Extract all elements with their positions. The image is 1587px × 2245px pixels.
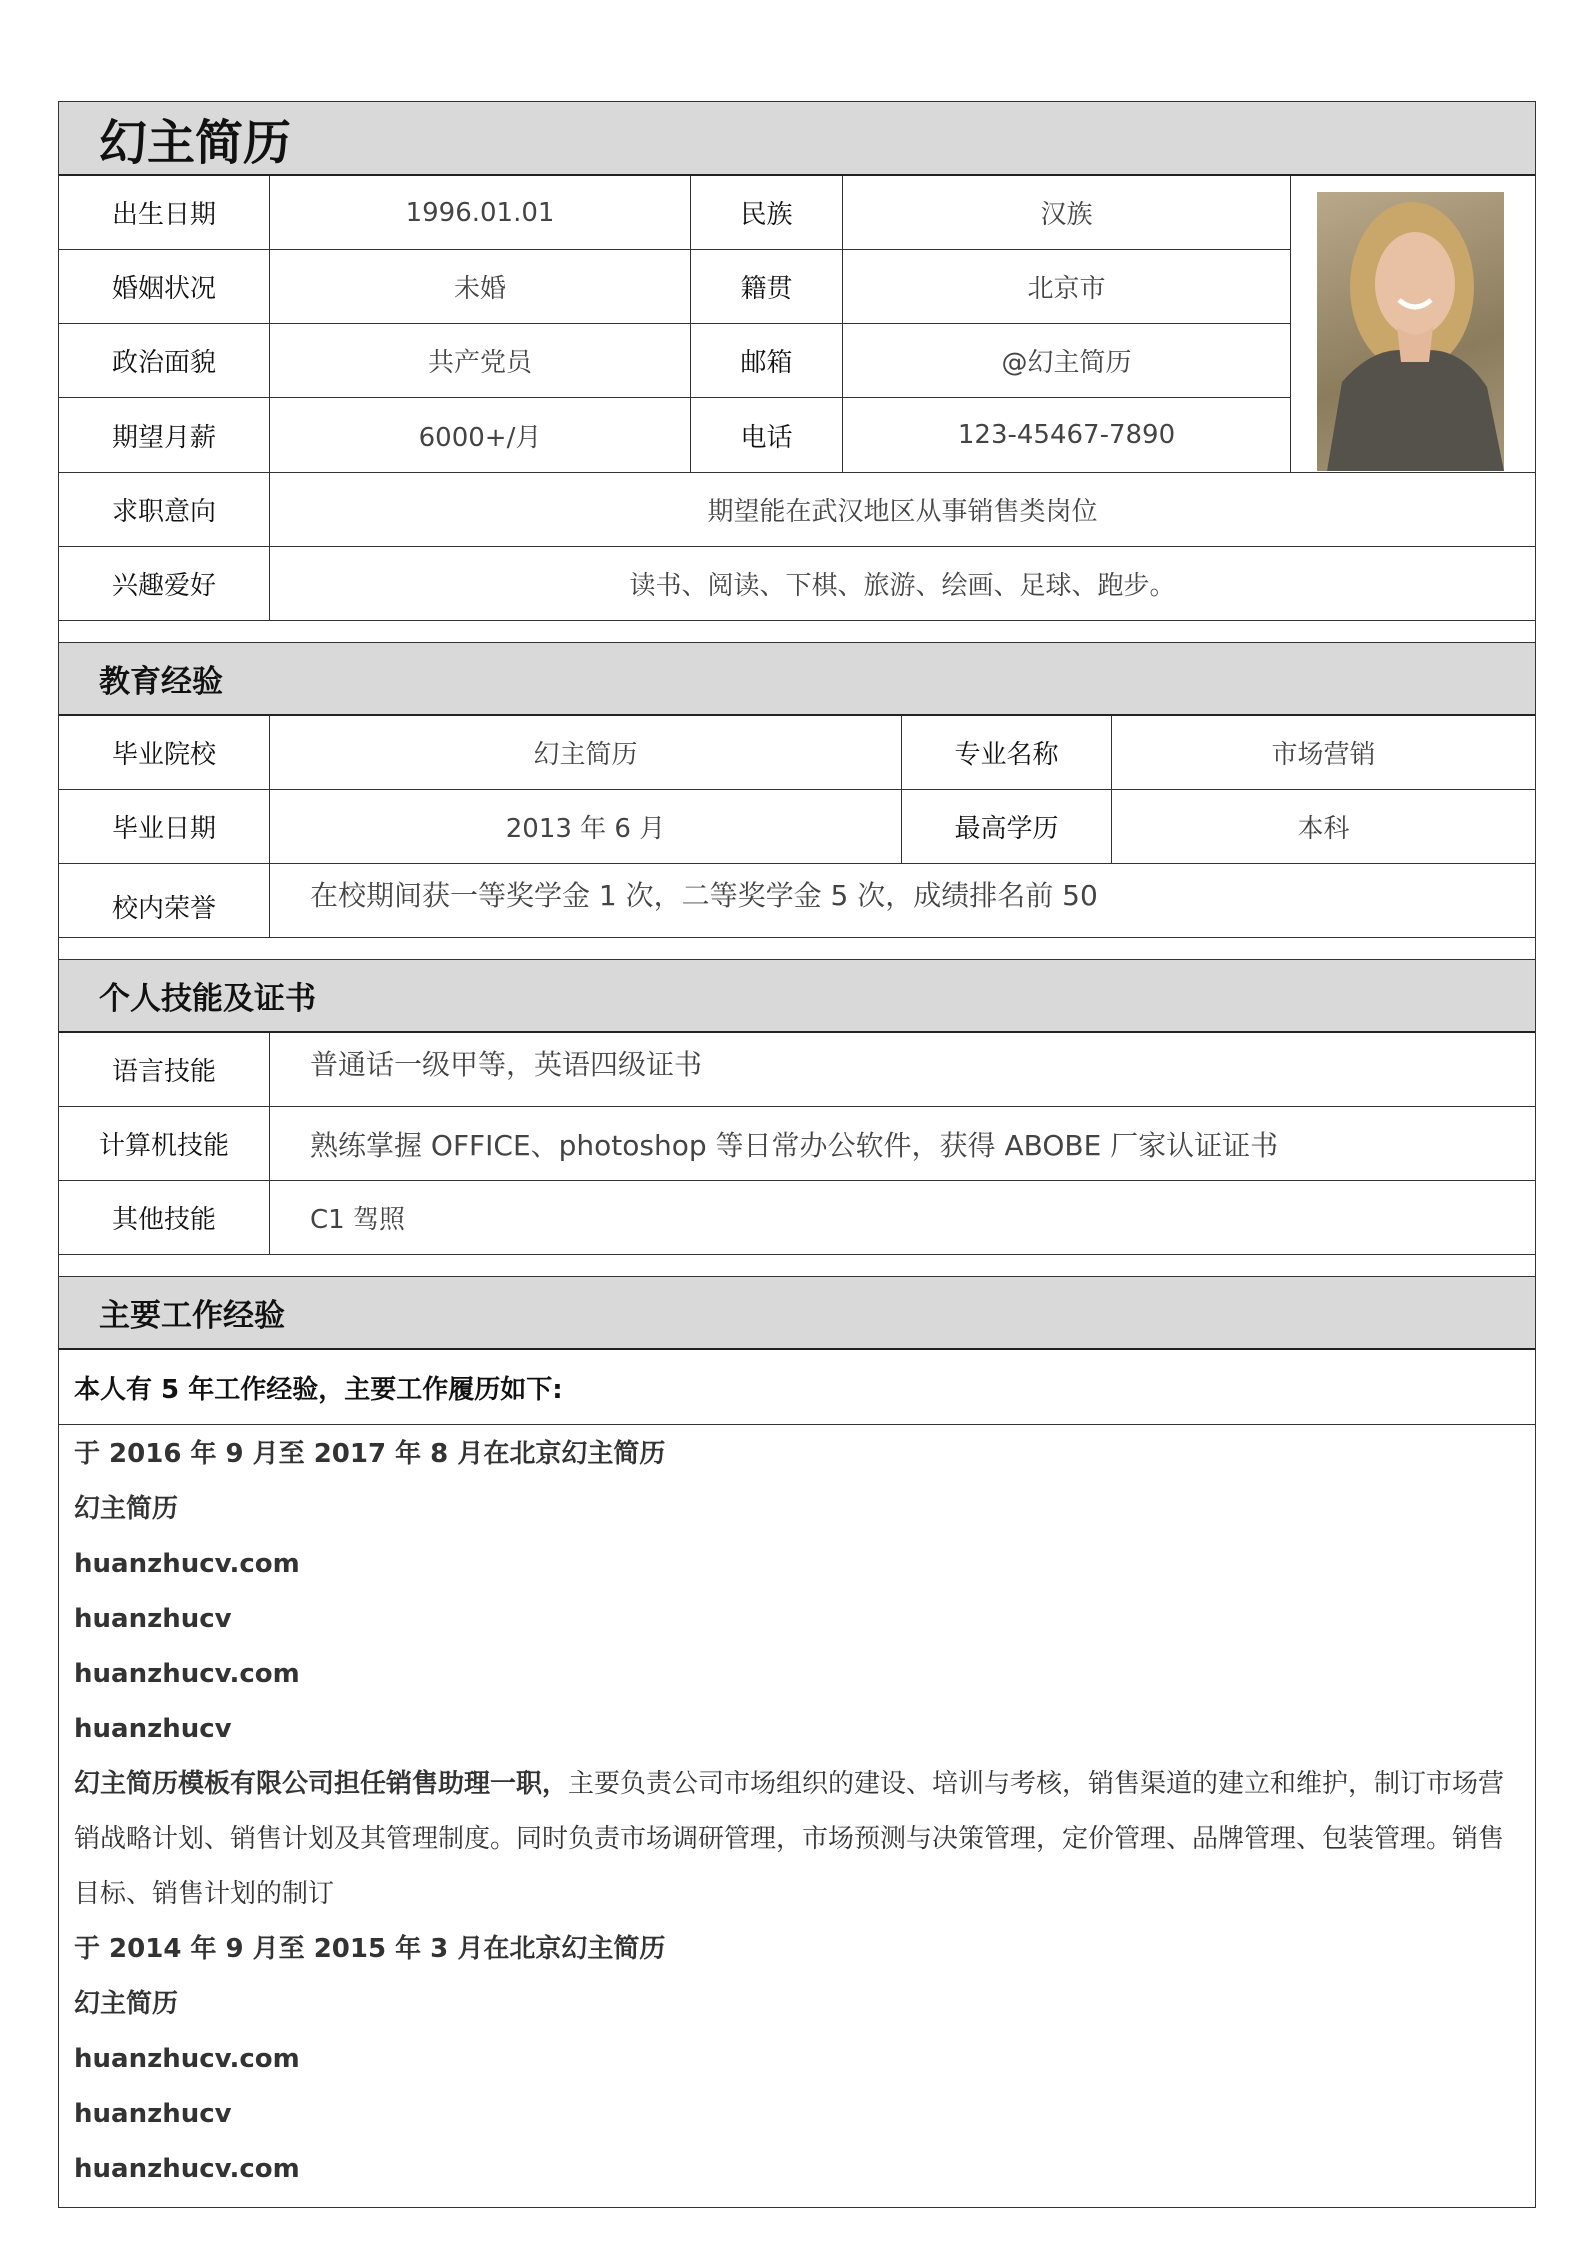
job-line: huanzhucv (74, 1604, 232, 1634)
label: 民族 (691, 176, 843, 249)
divider (59, 1255, 1535, 1277)
value: 6000+/月 (270, 398, 691, 472)
info-row (59, 398, 1290, 472)
section-heading-work: 主要工作经验 (59, 1277, 1535, 1350)
label: 兴趣爱好 (59, 547, 270, 620)
label: 期望月薪 (59, 398, 270, 472)
value: 1996.01.01 (270, 176, 691, 249)
value: 在校期间获一等奖学金 1 次，二等奖学金 5 次，成绩排名前 50 (310, 879, 1098, 912)
label: 毕业日期 (59, 790, 270, 863)
edu-row (59, 716, 1535, 790)
label: 其他技能 (59, 1181, 270, 1254)
edu-row (59, 790, 1535, 864)
info-row (59, 250, 1290, 324)
divider (59, 938, 1535, 960)
value: @幻主简历 (1001, 348, 1132, 378)
value: 市场营销 (1271, 740, 1376, 770)
value: 幻主简历 (270, 716, 902, 789)
edu-row (59, 864, 1535, 938)
skill-row (59, 1107, 1535, 1181)
label: 政治面貌 (59, 324, 270, 397)
resume (58, 101, 1536, 2208)
value: 共产党员 (270, 324, 691, 397)
work-content (59, 1425, 1535, 2207)
value: 北京市 (1027, 274, 1106, 304)
job-line: huanzhucv (74, 1714, 232, 1744)
job-line: 幻主简历 (74, 1989, 179, 2019)
job-description (74, 1757, 1520, 1922)
label: 计算机技能 (59, 1107, 270, 1180)
job-role: 幻主简历模板有限公司担任销售助理一职， (74, 1769, 569, 1799)
label: 婚姻状况 (59, 250, 270, 323)
skill-row (59, 1033, 1535, 1107)
label: 求职意向 (59, 473, 270, 546)
value: 123-45467-7890 (957, 420, 1176, 450)
basic-info (59, 176, 1535, 473)
job-line: huanzhucv.com (74, 1549, 300, 1579)
job-line: 幻主简历 (74, 1494, 179, 1524)
job-line: huanzhucv.com (74, 1659, 300, 1689)
intent-row (59, 473, 1535, 547)
hobby-row (59, 547, 1535, 621)
value: 熟练掌握 OFFICE、photoshop 等日常办公软件，获得 ABOBE 厂家认证证书 (310, 1128, 1279, 1162)
value: 普通话一级甲等，英语四级证书 (310, 1048, 703, 1081)
value: C1 驾照 (310, 1205, 405, 1235)
value: 未婚 (270, 250, 691, 323)
skill-row (59, 1181, 1535, 1255)
job-line: huanzhucv (74, 2099, 232, 2129)
resume-title: 幻主简历 (59, 102, 1535, 176)
job-period: 于 2014 年 9 月至 2015 年 3 月在北京幻主简历 (74, 1934, 666, 1964)
label: 邮箱 (691, 324, 843, 397)
job-period: 于 2016 年 9 月至 2017 年 8 月在北京幻主简历 (74, 1439, 666, 1469)
label: 出生日期 (59, 176, 270, 249)
profile-photo (1317, 192, 1504, 471)
job-line: huanzhucv.com (74, 2044, 300, 2074)
label: 语言技能 (59, 1033, 270, 1106)
info-row (59, 324, 1290, 398)
label: 专业名称 (902, 716, 1112, 789)
info-row (59, 176, 1290, 250)
job-line: huanzhucv.com (74, 2154, 300, 2184)
section-heading-skills: 个人技能及证书 (59, 960, 1535, 1033)
label: 毕业院校 (59, 716, 270, 789)
photo-cell (1290, 176, 1535, 472)
label: 籍贯 (691, 250, 843, 323)
divider (59, 621, 1535, 643)
value: 本科 (1297, 814, 1350, 844)
work-intro: 本人有 5 年工作经验，主要工作履历如下: (59, 1350, 1535, 1425)
label: 校内荣誉 (59, 864, 270, 937)
job-desc-text: 主要负责公司市场组织的建设、培训与考核，销售渠道的建立和维护，制订市场营销战略计划、销售计划及其管理制度。同时负责市场调研管理，市场预测与决策管理，定价管理、品牌管理、包装管理。销售目标、销售计划的制订 (74, 1769, 1505, 1909)
label: 最高学历 (902, 790, 1112, 863)
value: 汉族 (1040, 200, 1093, 230)
value: 读书、阅读、下棋、旅游、绘画、足球、跑步。 (629, 571, 1176, 601)
value: 2013 年 6 月 (270, 790, 902, 863)
section-heading-education: 教育经验 (59, 643, 1535, 716)
label: 电话 (691, 398, 843, 472)
value: 期望能在武汉地区从事销售类岗位 (707, 497, 1098, 527)
